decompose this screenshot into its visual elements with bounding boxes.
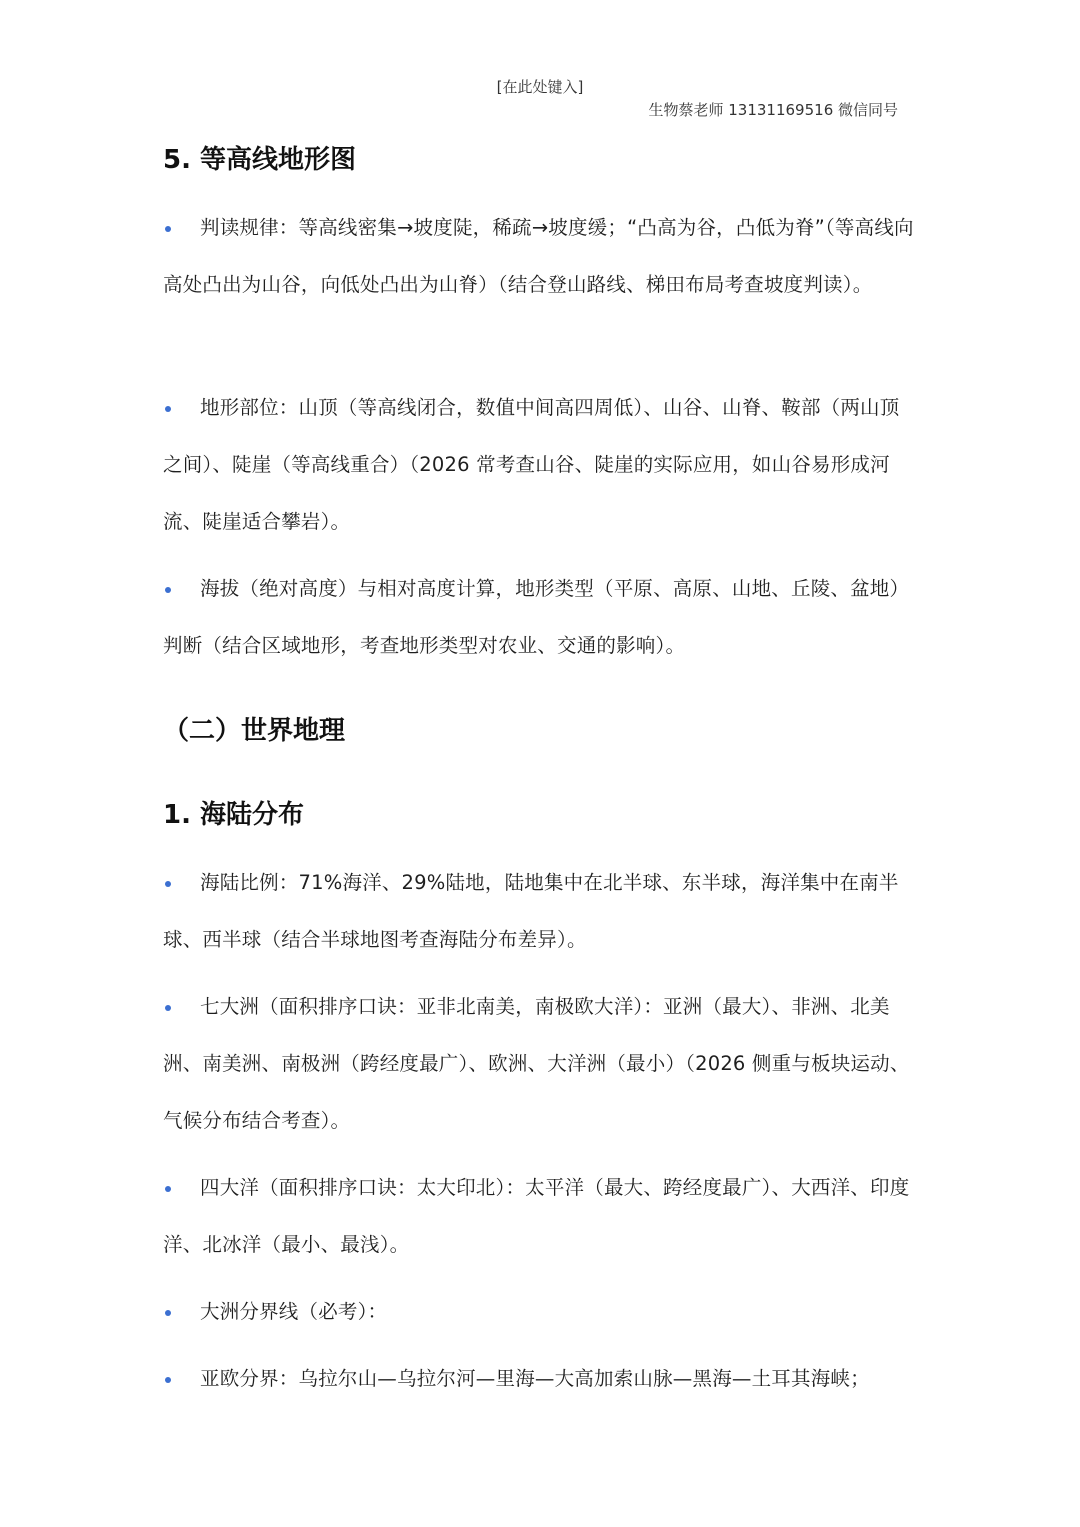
list-item: 地形部位：山顶（等高线闭合，数值中间高四周低）、山谷、山脊、鞍部（两山顶之间）、陡崖（等高线重合）（2026 常考查山谷、陡崖的实际应用，如山谷易形成河流、陡崖适合攀岩）。 bbox=[163, 396, 900, 533]
list-item: 亚欧分界：乌拉尔山—乌拉尔河—里海—大高加索山脉—黑海—土耳其海峡； bbox=[200, 1367, 870, 1390]
list-item: 海陆比例：71%海洋、29%陆地，陆地集中在北半球、东半球，海洋集中在南半球、西半球（结合半球地图考查海陆分布差异）。 bbox=[163, 871, 899, 951]
header-contact: 生物蔡老师 13131169516 微信同号 bbox=[648, 101, 898, 119]
heading-world-geography: （二）世界地理 bbox=[163, 716, 346, 746]
header-placeholder: [在此处键入] bbox=[496, 78, 584, 96]
list-item: 海拔（绝对高度）与相对高度计算，地形类型（平原、高原、山地、丘陵、盆地）判断（结合区域地形，考查地形类型对农业、交通的影响）。 bbox=[163, 577, 910, 657]
list-item: 大洲分界线（必考）： bbox=[200, 1300, 388, 1323]
heading-land-sea: 1. 海陆分布 bbox=[163, 800, 305, 830]
list-item: 七大洲（面积排序口诀：亚非北南美，南极欧大洋）：亚洲（最大）、非洲、北美洲、南美洲、南极洲（跨经度最广）、欧洲、大洋洲（最小）（2026 侧重与板块运动、气候分布结合考查）。 bbox=[163, 995, 910, 1132]
list-item: 四大洋（面积排序口诀：太大印北）：太平洋（最大、跨经度最广）、大西洋、印度洋、北冰洋（最小、最浅）。 bbox=[163, 1176, 910, 1256]
list-item: 判读规律：等高线密集→坡度陡，稀疏→坡度缓；“凸高为谷，凸低为脊”（等高线向高处凸出为山谷，向低处凸出为山脊）（结合登山路线、梯田布局考查坡度判读）。 bbox=[163, 216, 914, 296]
heading-contour-map: 5. 等高线地形图 bbox=[163, 145, 357, 175]
